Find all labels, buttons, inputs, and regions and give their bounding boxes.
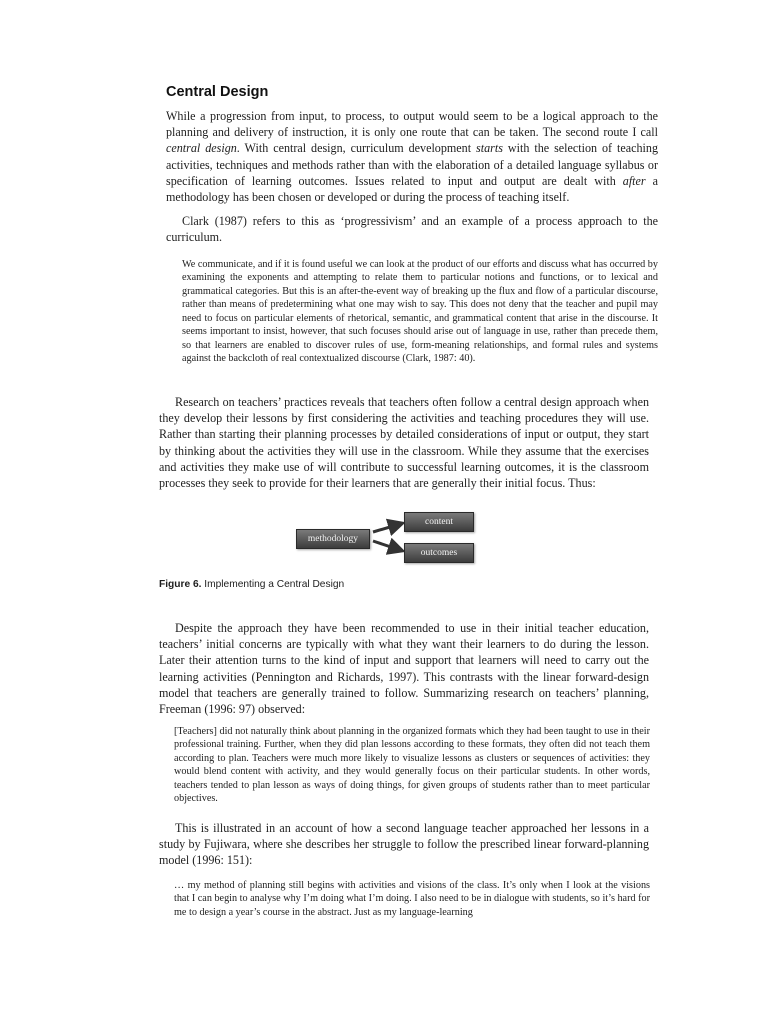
figure-caption-label: Figure 6. [159, 579, 202, 590]
p1-text-b: . With central design, curriculum development [236, 141, 477, 156]
content-box: content [404, 512, 474, 532]
figure-caption [159, 579, 344, 590]
outcomes-box: outcomes [404, 543, 474, 563]
block-quote-fujiwara: … my method of planning still begins with activities and visions of the class. It’s only when I look at the visions that I can begin to analyse why I’m doing what I’m doing. I also need to be in dialogue with students, so it’s hard for me to design a year’s course in the abstract. Just as my language-learning [174, 880, 650, 918]
arrow-to-outcomes [373, 541, 400, 550]
arrow-to-content [373, 524, 400, 532]
paragraph-research-practices: Research on teachers’ practices reveals that teachers often follow a central design approach when they develop their lessons by first considering the activities and teaching procedures they will use. Rather than starting their planning processes by detailed considerations of input or output, they start by thinking about the activities they will use in the classroom. While they assume that the exercises and activities they make use of will contribute to successful learning outcomes, it is the classroom processes they seek to provide for their learners that are generally their initial focus. Thus: [159, 395, 649, 491]
figure-caption-text: Implementing a Central Design [201, 579, 345, 590]
section-heading: Central Design [166, 84, 269, 100]
paragraph-clark-progressivism: Clark (1987) refers to this as ‘progressivism’ and an example of a process approach to the curriculum. [166, 214, 658, 245]
paragraph-fujiwara-study: This is illustrated in an account of how a second language teacher approached her lessons in a study by Fujiwara, where she describes her struggle to follow the prescribed linear forward-planning model (1996: 151): [159, 821, 649, 868]
p1-text-d: a methodology has been chosen or developed or during the process of teaching itself. [166, 173, 658, 205]
central-design-diagram [296, 508, 476, 566]
p1-text-a: While a progression from input, to process, to output would seem to be a logical approach to the planning and delivery of instruction, it is only one route that can be taken. The second route I call [166, 109, 658, 140]
paragraph-central-design-intro [166, 108, 658, 205]
p1-emphasis-after: after [622, 173, 646, 188]
paragraph-teacher-education: Despite the approach they have been recommended to use in their initial teacher education, teachers’ initial concerns are typically with what they want their learners to do during the lesson. Later their attention turns to the kind of input and support that learners will need to carry out the learning activities (Pennington and Richards, 1997). This contrasts with the linear forward-design model that teachers are generally trained to follow. Summarizing research on teachers’ planning, Freeman (1996: 97) observed: [159, 621, 649, 717]
p1-text-c: with the selection of teaching activities, techniques and methods rather than with the elaboration of a detailed language syllabus or specification of learning outcomes. Issues related to input and output are dealt with [166, 141, 659, 188]
block-quote-clark: We communicate, and if it is found useful we can look at the product of our efforts and discuss what has occurred by examining the exponents and attempting to relate them to particular notions and functions, or to lexical and grammatical categories. But this is an after-the-event way of breaking up the flux and flow of a particular discourse, rather than means of predetermining what one may wish to say. This does not deny that the teacher and pupil may need to focus on particular elements of rhetorical, semantic, and grammatical content that arise in the discourse. It seems important to insist, however, that such focuses should arise out of language in use, rather than precede them, so that learners are enabled to discover rules of use, form-meaning relationships, and formal rules and systems against the backcloth of real contextualized discourse (Clark, 1987: 40). [182, 259, 658, 365]
block-quote-freeman: [Teachers] did not naturally think about planning in the organized formats which they had been taught to use in their professional training. Further, when they did plan lessons according to these formats, they often did not teach them according to plan. Teachers were much more likely to visualize lessons as clusters or sequences of activities: they would blend content with activity, and they would generally focus on their particular students. In other words, teachers tended to plan lesson as ways of doing things, for given groups of students rather than to meet particular objectives. [174, 726, 650, 805]
methodology-box: methodology [296, 529, 370, 549]
p1-emphasis-central-design: central design [166, 141, 237, 156]
p1-emphasis-starts: starts [476, 141, 503, 156]
